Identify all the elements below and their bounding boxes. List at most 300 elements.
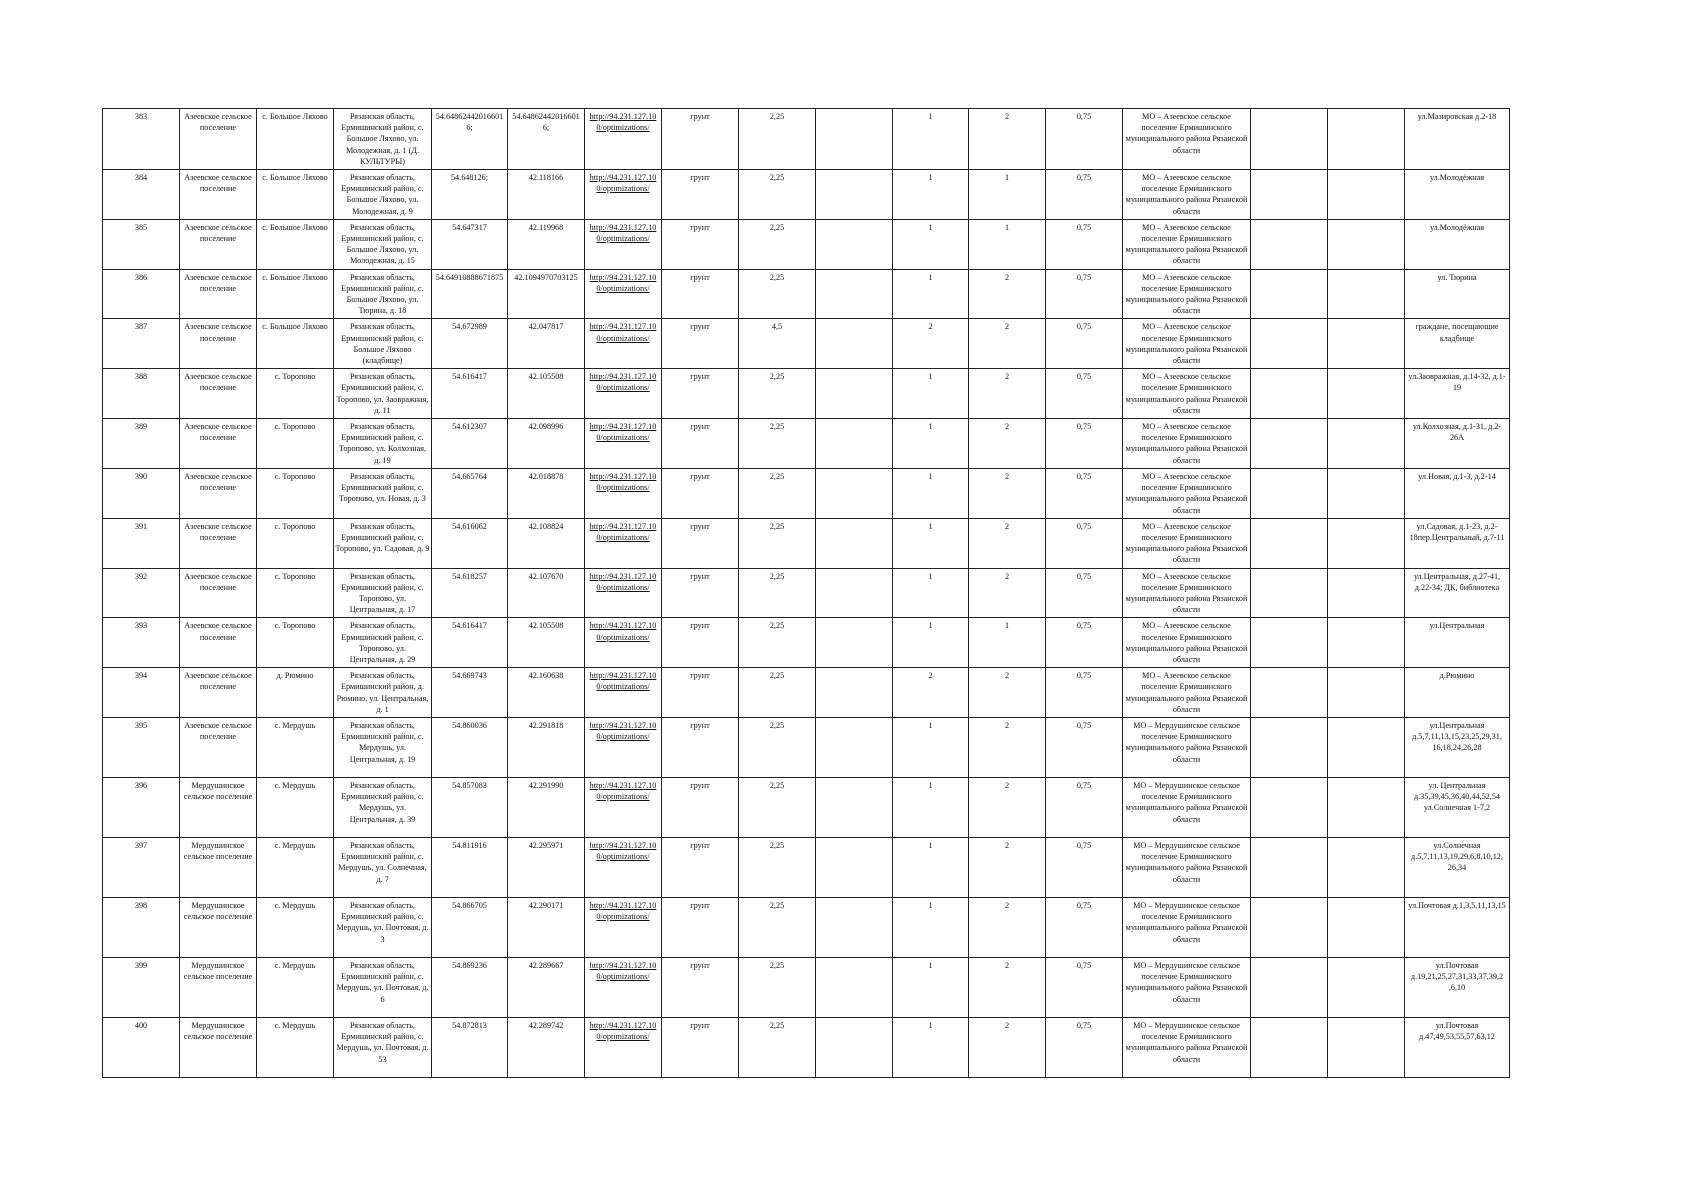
table-cell: 0,75: [1046, 668, 1123, 718]
table-cell: 2,25: [739, 269, 816, 319]
table-cell: [1251, 170, 1328, 220]
table-cell: 400: [103, 1017, 180, 1077]
table-cell: [1328, 518, 1405, 568]
table-cell: Азеевское сельское поселение: [180, 219, 257, 269]
table-cell: [816, 369, 893, 419]
table-body: [103, 109, 1510, 1078]
table-cell: 54.648126;: [432, 170, 508, 220]
table-cell: 42.108824: [508, 518, 585, 568]
table-cell: 2: [893, 668, 969, 718]
table-cell: 2,25: [739, 897, 816, 957]
table-cell: Рязанская область, Ермишинский район, с. Торопово, ул. Садовая, д. 9: [334, 518, 432, 568]
table-cell: МО – Мердушинское сельское поселение Ермишинского муниципального района Рязанской области: [1123, 717, 1251, 777]
table-cell: 42.018878: [508, 468, 585, 518]
table-row: [103, 518, 1510, 568]
table-cell: 389: [103, 419, 180, 469]
link-cell[interactable]: http://94.231.127.10 0/optimizations/: [585, 957, 662, 1017]
table-row: [103, 568, 1510, 618]
table-cell: Рязанская область, Ермишинский район, с. Мердушь, ул. Центральная, д. 19: [334, 717, 432, 777]
table-cell: 54.64862442016601 6;: [508, 109, 585, 170]
table-cell: 1: [893, 717, 969, 777]
table-cell: Азеевское сельское поселение: [180, 170, 257, 220]
table-cell: 393: [103, 618, 180, 668]
table-cell: 54.647317: [432, 219, 508, 269]
table-cell: 1: [893, 957, 969, 1017]
table-cell: 2,25: [739, 957, 816, 1017]
table-cell: 54.860036: [432, 717, 508, 777]
table-cell: 54.857083: [432, 777, 508, 837]
table-row: [103, 170, 1510, 220]
table-cell: [816, 618, 893, 668]
table-cell: с. Большое Ляхово: [257, 109, 334, 170]
table-cell: 0,75: [1046, 717, 1123, 777]
table-cell: 0,75: [1046, 319, 1123, 369]
table-cell: 386: [103, 269, 180, 319]
link-cell[interactable]: http://94.231.127.10 0/optimizations/: [585, 897, 662, 957]
table-cell: ул.Колхозная, д.1-31, д.2-26А: [1405, 419, 1510, 469]
link-cell[interactable]: http://94.231.127.10 0/optimizations/: [585, 837, 662, 897]
table-cell: 383: [103, 109, 180, 170]
table-cell: 2: [969, 269, 1046, 319]
table-cell: 0,75: [1046, 568, 1123, 618]
table-cell: Рязанская область, Ермишинский район, с. Торопово, ул. Заовражная, д. 11: [334, 369, 432, 419]
table-cell: 2: [969, 518, 1046, 568]
table-cell: 42.289742: [508, 1017, 585, 1077]
table-cell: грунт: [662, 419, 739, 469]
table-cell: 1: [893, 837, 969, 897]
table-cell: 396: [103, 777, 180, 837]
table-cell: 2,25: [739, 668, 816, 718]
table-cell: ул.Центральная, д.27-41, д.22-34; ДК, библиотека: [1405, 568, 1510, 618]
table-cell: [1328, 1017, 1405, 1077]
table-cell: грунт: [662, 837, 739, 897]
table-cell: 42.160638: [508, 668, 585, 718]
table-cell: с. Мердушь: [257, 897, 334, 957]
table-cell: МО – Азеевское сельское поселение Ермишинского муниципального района Рязанской области: [1123, 319, 1251, 369]
table-cell: [816, 109, 893, 170]
table-cell: Мердушинское сельское поселение: [180, 837, 257, 897]
table-cell: с. Торопово: [257, 419, 334, 469]
table-cell: 42.047817: [508, 319, 585, 369]
table-cell: 0,75: [1046, 957, 1123, 1017]
table-cell: 2,25: [739, 369, 816, 419]
table-cell: грунт: [662, 897, 739, 957]
table-cell: МО – Азеевское сельское поселение Ермишинского муниципального района Рязанской области: [1123, 668, 1251, 718]
table-cell: Азеевское сельское поселение: [180, 568, 257, 618]
table-cell: Рязанская область, Ермишинский район, с. Торопово, ул. Центральная, д. 29: [334, 618, 432, 668]
table-cell: ул.Заовражная, д.14-32, д.1-19: [1405, 369, 1510, 419]
link-cell[interactable]: http://94.231.127.10 0/optimizations/: [585, 717, 662, 777]
table-cell: Азеевское сельское поселение: [180, 419, 257, 469]
table-cell: 0,75: [1046, 269, 1123, 319]
table-cell: с. Торопово: [257, 568, 334, 618]
table-row: [103, 269, 1510, 319]
table-cell: с. Торопово: [257, 618, 334, 668]
link-cell[interactable]: http://94.231.127.10 0/optimizations/: [585, 170, 662, 220]
table-cell: 54.616417: [432, 369, 508, 419]
table-cell: [1328, 568, 1405, 618]
table-cell: 0,75: [1046, 109, 1123, 170]
table-cell: [1251, 1017, 1328, 1077]
table-cell: грунт: [662, 957, 739, 1017]
table-cell: [1328, 468, 1405, 518]
table-cell: 398: [103, 897, 180, 957]
table-cell: ул.Центральная д.5,7,11,13,15,23,25,29,31, 16,18,24,26,28: [1405, 717, 1510, 777]
table-cell: 1: [893, 618, 969, 668]
table-cell: [816, 219, 893, 269]
table-row: [103, 777, 1510, 837]
table-cell: МО – Азеевское сельское поселение Ермишинского муниципального района Рязанской области: [1123, 568, 1251, 618]
table-cell: 0,75: [1046, 837, 1123, 897]
table-cell: 394: [103, 668, 180, 718]
table-cell: [816, 668, 893, 718]
table-cell: 54.811916: [432, 837, 508, 897]
table-cell: МО – Мердушинское сельское поселение Ермишинского муниципального района Рязанской области: [1123, 897, 1251, 957]
table-cell: 1: [893, 568, 969, 618]
table-cell: 2,25: [739, 1017, 816, 1077]
table-cell: 54.669743: [432, 668, 508, 718]
table-cell: 1: [893, 369, 969, 419]
table-row: [103, 319, 1510, 369]
table-cell: 54.612307: [432, 419, 508, 469]
link-cell[interactable]: http://94.231.127.10 0/optimizations/: [585, 419, 662, 469]
table-cell: Рязанская область, Ермишинский район, с. Большое Ляхово (кладбище): [334, 319, 432, 369]
table-cell: с. Мердушь: [257, 717, 334, 777]
table-cell: 42.119968: [508, 219, 585, 269]
table-cell: с. Мердушь: [257, 957, 334, 1017]
table-cell: МО – Азеевское сельское поселение Ермишинского муниципального района Рязанской области: [1123, 618, 1251, 668]
table-cell: 42.295971: [508, 837, 585, 897]
table-cell: 42.1094970703125: [508, 269, 585, 319]
table-cell: [816, 419, 893, 469]
table-cell: с. Мердушь: [257, 777, 334, 837]
table-row: [103, 109, 1510, 170]
table-cell: [1328, 717, 1405, 777]
table-cell: 1: [969, 618, 1046, 668]
table-cell: [1328, 668, 1405, 718]
table-cell: 2,25: [739, 777, 816, 837]
table-cell: 1: [893, 897, 969, 957]
table-cell: Мердушинское сельское поселение: [180, 897, 257, 957]
table-cell: 54.672989: [432, 319, 508, 369]
table-cell: МО – Мердушинское сельское поселение Ермишинского муниципального района Рязанской области: [1123, 1017, 1251, 1077]
link-cell[interactable]: http://94.231.127.10 0/optimizations/: [585, 777, 662, 837]
table-cell: 54.872813: [432, 1017, 508, 1077]
table-cell: с. Мердушь: [257, 837, 334, 897]
table-cell: [1251, 109, 1328, 170]
table-cell: 2: [969, 668, 1046, 718]
table-cell: [1251, 717, 1328, 777]
table-cell: [1328, 777, 1405, 837]
table-cell: 54.869236: [432, 957, 508, 1017]
table-cell: 2: [969, 319, 1046, 369]
table-cell: [1251, 777, 1328, 837]
table-cell: [816, 568, 893, 618]
table-cell: 54.616417: [432, 618, 508, 668]
table-cell: [1328, 269, 1405, 319]
table-cell: МО – Азеевское сельское поселение Ермишинского муниципального района Рязанской области: [1123, 468, 1251, 518]
table-row: [103, 219, 1510, 269]
table-cell: 0,75: [1046, 170, 1123, 220]
table-cell: Рязанская область, Ермишинский район, с. Мердушь, ул. Центральная, д. 39: [334, 777, 432, 837]
table-cell: 0,75: [1046, 1017, 1123, 1077]
table-cell: 392: [103, 568, 180, 618]
table-cell: д.Рюмино: [1405, 668, 1510, 718]
table-cell: грунт: [662, 717, 739, 777]
link-cell[interactable]: http://94.231.127.10 0/optimizations/: [585, 369, 662, 419]
table-cell: 385: [103, 219, 180, 269]
table-cell: с. Большое Ляхово: [257, 170, 334, 220]
table-cell: грунт: [662, 518, 739, 568]
table-cell: Рязанская область, Ермишинский район, с. Торопово, ул. Центральная, д. 17: [334, 568, 432, 618]
table-row: [103, 897, 1510, 957]
table-cell: 0,75: [1046, 369, 1123, 419]
table-cell: [1251, 837, 1328, 897]
table-cell: 1: [893, 219, 969, 269]
table-cell: с. Большое Ляхово: [257, 269, 334, 319]
table-cell: МО – Азеевское сельское поселение Ермишинского муниципального района Рязанской области: [1123, 219, 1251, 269]
table-cell: [816, 1017, 893, 1077]
table-cell: [816, 269, 893, 319]
table-cell: 0,75: [1046, 419, 1123, 469]
table-cell: [1328, 957, 1405, 1017]
table-cell: 2: [969, 568, 1046, 618]
table-cell: 1: [893, 109, 969, 170]
table-cell: грунт: [662, 369, 739, 419]
table-cell: [1328, 219, 1405, 269]
table-cell: 1: [969, 219, 1046, 269]
table-cell: 0,75: [1046, 777, 1123, 837]
link-cell[interactable]: http://94.231.127.10 0/optimizations/: [585, 668, 662, 718]
table-cell: Азеевское сельское поселение: [180, 269, 257, 319]
table-cell: [1328, 369, 1405, 419]
table-cell: грунт: [662, 170, 739, 220]
table-cell: [816, 319, 893, 369]
table-cell: [1251, 269, 1328, 319]
table-cell: [816, 837, 893, 897]
table-cell: Мердушинское сельское поселение: [180, 777, 257, 837]
table-cell: ул.Мазировская д.2-18: [1405, 109, 1510, 170]
table-cell: 54.665764: [432, 468, 508, 518]
table-cell: 1: [893, 419, 969, 469]
table-cell: [816, 717, 893, 777]
table-cell: Рязанская область, Ермишинский район, с. Торопово, ул. Новая, д. 3: [334, 468, 432, 518]
table-cell: 54.64910888671875: [432, 269, 508, 319]
table-cell: [1328, 837, 1405, 897]
table-cell: грунт: [662, 109, 739, 170]
table-cell: грунт: [662, 777, 739, 837]
table-cell: 1: [893, 777, 969, 837]
table-cell: [1251, 957, 1328, 1017]
table-cell: Рязанская область, Ермишинский район, с. Торопово, ул. Колхозная, д. 19: [334, 419, 432, 469]
table-cell: 2: [969, 837, 1046, 897]
link-cell[interactable]: http://94.231.127.10 0/optimizations/: [585, 568, 662, 618]
table-cell: Азеевское сельское поселение: [180, 668, 257, 718]
table-cell: 2,25: [739, 219, 816, 269]
table-cell: Мердушинское сельское поселение: [180, 957, 257, 1017]
table-cell: с. Торопово: [257, 518, 334, 568]
link-cell[interactable]: http://94.231.127.10 0/optimizations/: [585, 468, 662, 518]
table-cell: ул.Почтовая д.1,3,5,11,13,15: [1405, 897, 1510, 957]
table-cell: Азеевское сельское поселение: [180, 109, 257, 170]
table-cell: Рязанская область, Ермишинский район, д. Рюмино, ул. Центральная, д. 1: [334, 668, 432, 718]
table-cell: 42.289667: [508, 957, 585, 1017]
table-cell: 2,25: [739, 518, 816, 568]
table-cell: Рязанская область, Ермишинский район, с. Большое Ляхово, ул. Молодежная, д. 15: [334, 219, 432, 269]
table-cell: [1328, 419, 1405, 469]
table-cell: грунт: [662, 568, 739, 618]
table-cell: грунт: [662, 219, 739, 269]
table-cell: 2: [969, 109, 1046, 170]
table-cell: грунт: [662, 618, 739, 668]
table-cell: [1328, 170, 1405, 220]
table-cell: 387: [103, 319, 180, 369]
table-cell: [1251, 369, 1328, 419]
table-cell: 4,5: [739, 319, 816, 369]
table-cell: [1251, 219, 1328, 269]
table-row: [103, 668, 1510, 718]
table-cell: [816, 170, 893, 220]
link-cell[interactable]: http://94.231.127.10 0/optimizations/: [585, 618, 662, 668]
table-cell: ул.Центральная: [1405, 618, 1510, 668]
table-cell: 42.290171: [508, 897, 585, 957]
table-cell: 2,25: [739, 568, 816, 618]
table-cell: Рязанская область, Ермишинский район, с. Большое Ляхово, ул. Молодежная, д. 1 (Д. КУЛЬТУРЫ): [334, 109, 432, 170]
table-cell: 42.118166: [508, 170, 585, 220]
table-cell: 2,25: [739, 837, 816, 897]
table-cell: [816, 957, 893, 1017]
table-cell: 1: [969, 170, 1046, 220]
table-cell: 1: [893, 170, 969, 220]
table-cell: 42.107670: [508, 568, 585, 618]
link-cell[interactable]: http://94.231.127.10 0/optimizations/: [585, 109, 662, 170]
table-cell: [1251, 419, 1328, 469]
table-cell: Азеевское сельское поселение: [180, 518, 257, 568]
table-cell: 2: [969, 777, 1046, 837]
table-cell: 391: [103, 518, 180, 568]
table-cell: [1251, 897, 1328, 957]
table-cell: МО – Мердушинское сельское поселение Ермишинского муниципального района Рязанской области: [1123, 957, 1251, 1017]
link-cell[interactable]: http://94.231.127.10 0/optimizations/: [585, 319, 662, 369]
table-cell: МО – Азеевское сельское поселение Ермишинского муниципального района Рязанской области: [1123, 419, 1251, 469]
table-cell: 42.098996: [508, 419, 585, 469]
table-cell: с. Торопово: [257, 369, 334, 419]
table-row: [103, 1017, 1510, 1077]
table-cell: д. Рюмино: [257, 668, 334, 718]
table-cell: 2,25: [739, 468, 816, 518]
link-cell[interactable]: http://94.231.127.10 0/optimizations/: [585, 219, 662, 269]
table-cell: грунт: [662, 269, 739, 319]
table-cell: 2,25: [739, 717, 816, 777]
table-cell: Рязанская область, Ермишинский район, с. Большое Ляхово, ул. Тюрина, д. 18: [334, 269, 432, 319]
table-cell: МО – Азеевское сельское поселение Ермишинского муниципального района Рязанской области: [1123, 518, 1251, 568]
table-cell: ул.Солнечная д.5,7,11,13,19,29,6,8,10,12, 26,34: [1405, 837, 1510, 897]
table-cell: 395: [103, 717, 180, 777]
table-cell: 1: [893, 1017, 969, 1077]
table-cell: [1251, 668, 1328, 718]
table-cell: МО – Мердушинское сельское поселение Ермишинского муниципального района Рязанской области: [1123, 837, 1251, 897]
table-row: [103, 468, 1510, 518]
table-row: [103, 369, 1510, 419]
table-cell: [1251, 518, 1328, 568]
table-cell: 2: [893, 319, 969, 369]
registry-table: [102, 108, 1510, 1078]
table-cell: 2: [969, 717, 1046, 777]
table-cell: 54.866705: [432, 897, 508, 957]
table-cell: Азеевское сельское поселение: [180, 468, 257, 518]
table-cell: Азеевское сельское поселение: [180, 319, 257, 369]
table-cell: Рязанская область, Ермишинский район, с. Мердушь, ул. Солнечная, д. 7: [334, 837, 432, 897]
table-cell: [1328, 109, 1405, 170]
table-cell: Рязанская область, Ермишинский район, с. Большое Ляхово, ул. Молодежная, д. 9: [334, 170, 432, 220]
table-cell: [816, 518, 893, 568]
table-cell: грунт: [662, 319, 739, 369]
table-cell: грунт: [662, 668, 739, 718]
table-cell: 42.105508: [508, 369, 585, 419]
table-cell: МО – Азеевское сельское поселение Ермишинского муниципального района Рязанской области: [1123, 369, 1251, 419]
table-cell: 42.105508: [508, 618, 585, 668]
table-cell: с. Торопово: [257, 468, 334, 518]
table-cell: 1: [893, 468, 969, 518]
table-cell: 2: [969, 419, 1046, 469]
table-cell: ул.Молодёжная: [1405, 170, 1510, 220]
link-cell[interactable]: http://94.231.127.10 0/optimizations/: [585, 518, 662, 568]
link-cell[interactable]: http://94.231.127.10 0/optimizations/: [585, 1017, 662, 1077]
table-cell: 0,75: [1046, 468, 1123, 518]
table-cell: 0,75: [1046, 219, 1123, 269]
table-cell: 42.291990: [508, 777, 585, 837]
table-cell: 2: [969, 1017, 1046, 1077]
table-cell: с. Большое Ляхово: [257, 319, 334, 369]
table-cell: Рязанская область, Ермишинский район, с. Мердушь, ул. Почтовая, д. 6: [334, 957, 432, 1017]
table-row: [103, 717, 1510, 777]
table-cell: с. Большое Ляхово: [257, 219, 334, 269]
table-cell: грунт: [662, 468, 739, 518]
table-cell: с. Мердушь: [257, 1017, 334, 1077]
table-cell: ул. Центральная д.35,39,45,36,40,44,52,54 ул.Солнечная 1-7,2: [1405, 777, 1510, 837]
table-cell: 2,25: [739, 109, 816, 170]
table-cell: 2: [969, 468, 1046, 518]
table-cell: [1251, 568, 1328, 618]
table-cell: 384: [103, 170, 180, 220]
table-cell: МО – Азеевское сельское поселение Ермишинского муниципального района Рязанской области: [1123, 109, 1251, 170]
table-cell: [816, 468, 893, 518]
table-cell: ул.Почтовая д.19,21,25,27,31,33,37,39,2 ,6,10: [1405, 957, 1510, 1017]
table-cell: МО – Азеевское сельское поселение Ермишинского муниципального района Рязанской области: [1123, 269, 1251, 319]
table-cell: 0,75: [1046, 897, 1123, 957]
table-cell: 2,25: [739, 419, 816, 469]
table-cell: 2: [969, 369, 1046, 419]
table-cell: 390: [103, 468, 180, 518]
table-cell: [1251, 468, 1328, 518]
table-cell: ул.Почтовая д.47,49,53,55,57,63,12: [1405, 1017, 1510, 1077]
table-cell: Рязанская область, Ермишинский район, с. Мердушь, ул. Почтовая, д. 53: [334, 1017, 432, 1077]
table-cell: 2: [969, 897, 1046, 957]
table-cell: граждане, посещающие кладбище: [1405, 319, 1510, 369]
table-cell: МО – Мердушинское сельское поселение Ермишинского муниципального района Рязанской области: [1123, 777, 1251, 837]
table-cell: грунт: [662, 1017, 739, 1077]
table-cell: [1251, 618, 1328, 668]
link-cell[interactable]: http://94.231.127.10 0/optimizations/: [585, 269, 662, 319]
table-cell: 42.291818: [508, 717, 585, 777]
table-cell: 54.64862442016601 6;: [432, 109, 508, 170]
table-cell: [1328, 897, 1405, 957]
table-cell: 399: [103, 957, 180, 1017]
table-cell: 2,25: [739, 618, 816, 668]
table-row: [103, 419, 1510, 469]
table-cell: 1: [893, 518, 969, 568]
table-row: [103, 837, 1510, 897]
